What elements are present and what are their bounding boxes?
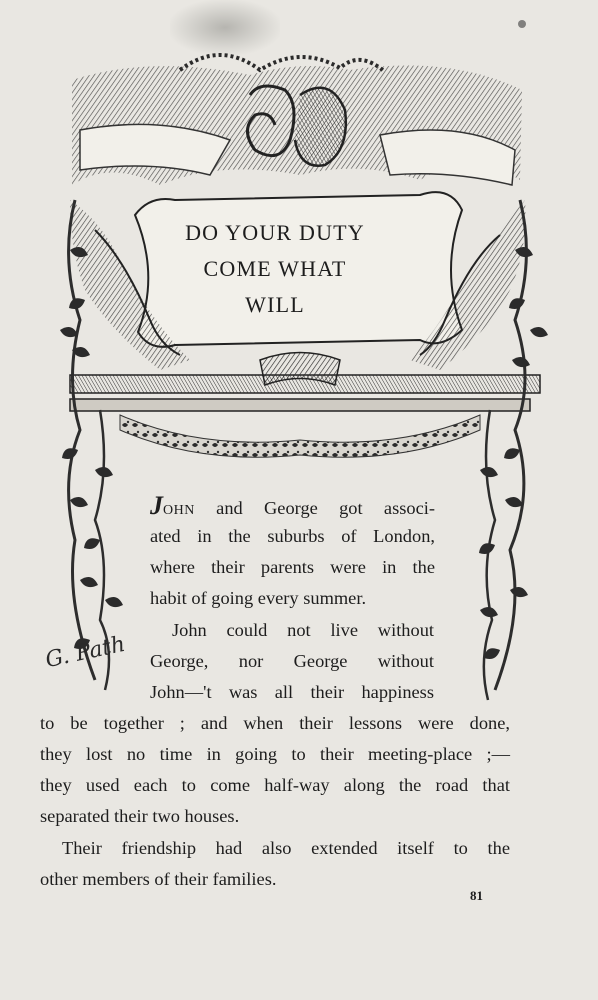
text-line-13: other members of their families.	[40, 869, 277, 889]
title-line-2: COME WHAT	[203, 256, 347, 281]
text-line-11: separated their two houses.	[40, 806, 240, 826]
title-line-3: WILL	[245, 292, 305, 317]
drop-cap: J	[150, 491, 163, 520]
text-line-1	[150, 492, 435, 525]
text-line-3: where their parents were in the	[150, 557, 435, 577]
text-line-10: they used each to come half-way along the road that	[40, 775, 510, 795]
text-line-5: John could not live without	[172, 620, 434, 640]
text-line-1-rest: and George got associ-	[194, 498, 435, 518]
text-line-12: Their friendship had also extended itself to the	[62, 838, 510, 858]
text-line-6: George, nor George without	[150, 651, 434, 671]
text-line-2: ated in the suburbs of London,	[150, 526, 435, 546]
text-line-9: they lost no time in going to their meeting-place ;—	[40, 744, 510, 764]
text-line-8: to be together ; and when their lessons were done,	[40, 713, 510, 733]
text-line-7: John—'t was all their happiness	[150, 682, 434, 702]
engraver-signature: G. Path	[43, 631, 128, 674]
smallcaps-text: OHN	[163, 503, 195, 518]
chapter-title	[150, 215, 400, 323]
page-number: 81	[470, 888, 483, 903]
text-line-4: habit of going every summer.	[150, 588, 367, 608]
title-line-1: DO YOUR DUTY	[185, 220, 365, 245]
